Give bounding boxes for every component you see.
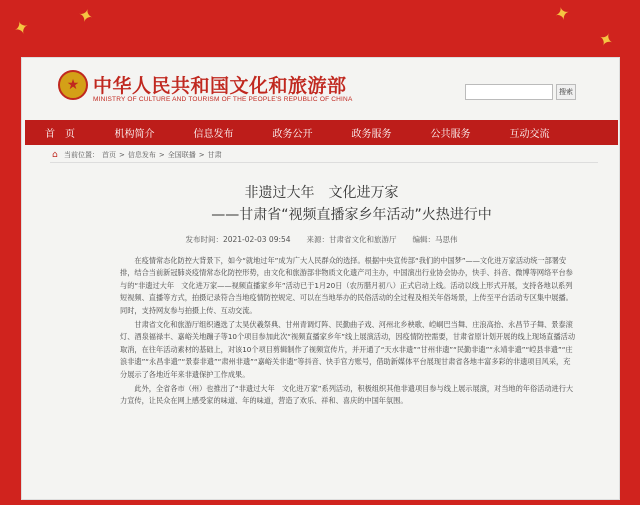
breadcrumb-item[interactable]: 信息发布 <box>127 151 156 159</box>
search-input[interactable] <box>465 84 553 100</box>
decoration-firecracker-icon: ✦ <box>10 16 33 41</box>
editor-value: 马思伟 <box>435 235 458 244</box>
breadcrumb-item[interactable]: 全国联播 <box>167 151 196 159</box>
decoration-firecracker-icon: ✦ <box>75 4 96 29</box>
article-paragraph: 在疫情常态化防控大背景下，如今“就地过年”成为广大人民群众的选择。根据中央宣传部“我们的中国梦”——文化进万家活动统一部署安排，结合当前新冠肺炎疫情常态化防控形势，由文化和旅游部非物质文化遗产司主办，中国演出行业协会协办，快手、抖音、微博等网络平台参与的“非遗过大年 文化进万家——视频直播家乡年”活动已于1月20日（农历腊月初八）正式启动上线。活动以线上形式开展，支持各地以系列短视频、直播等方式，拍摄记录符合当地疫情防控规定、可以在当地举办的民俗活动的全过程及相关年俗场景，上传至平台活动专区集中展播。同时，支持网友参与拍摄上传、互动交流。 <box>120 256 573 315</box>
source-value: 甘肃省文化和旅游厅 <box>329 235 397 244</box>
article-subtitle: ——甘肃省“视频直播家乡年活动”火热进行中 <box>211 207 492 223</box>
editor-label: 编辑： <box>412 235 436 244</box>
nav-item-about[interactable]: 机构简介 <box>114 129 155 140</box>
nav-item-interaction[interactable]: 互动交流 <box>509 129 550 140</box>
nav-item-gov-affairs[interactable]: 政务公开 <box>272 129 313 140</box>
article-meta <box>22 234 620 245</box>
article-paragraph: 甘肃省文化和旅游厅组织遴选了太昊伏羲祭典、甘州青调灯阵、民勤曲子戏、河州北乡秧歌、崆峒巴当舞、庄浪高抬、永昌节子舞、景泰滚灯、酒泉福禄丰、嘉峪关地蹦子等10个项目参加此次“视频直播家乡年”线上展演活动，因疫情防控需要，甘肃省原计划开展的线上现场直播活动取消，在往年活动素材的基础上，对该10个项目剪辑制作了视频宣传片，并开通了“天水非遗”“甘州非遗”“民勤非遗”“永靖非遗”“崆县非遗”“庄浪非遗”“永昌非遗”“景泰非遗”“肃州非遗”“嘉峪关非遗”等抖音、快手官方账号，借助新媒体平台展现甘肃省各地丰富多彩的非遗项目风采，充分展示了各地近年来非遗保护工作成果。 <box>120 320 576 379</box>
nav-item-gov-services[interactable]: 政务服务 <box>351 129 392 140</box>
article-title: 非遗过大年 文化进万家 <box>244 185 399 201</box>
article-body <box>120 255 576 408</box>
breadcrumb-prefix: 当前位置： <box>64 151 99 159</box>
decoration-firecracker-icon: ✦ <box>594 27 617 54</box>
main-nav <box>25 120 618 145</box>
publish-date-value: 2021-02-03 09:54 <box>222 235 291 244</box>
webpage-frame <box>21 57 620 500</box>
decoration-firecracker-icon: ✦ <box>552 2 573 27</box>
article-source <box>307 234 397 245</box>
site-header <box>22 58 619 118</box>
source-label: 来源： <box>306 235 330 244</box>
nav-item-home[interactable]: 首 页 <box>45 129 75 140</box>
site-subtitle: MINISTRY OF CULTURE AND TOURISM OF THE PEOPLE'S REPUBLIC OF CHINA <box>93 96 353 103</box>
breadcrumb-item[interactable]: 首页 <box>102 151 116 159</box>
breadcrumb-item[interactable]: 甘肃 <box>207 151 222 159</box>
publish-date-label: 发布时间： <box>185 235 223 244</box>
breadcrumb <box>52 150 222 160</box>
search-button[interactable]: 搜索 <box>556 84 576 100</box>
publish-date <box>185 234 290 245</box>
national-emblem-icon: ★ <box>58 70 88 100</box>
nav-item-public-services[interactable]: 公共服务 <box>430 129 471 140</box>
breadcrumb-separator: > <box>158 151 165 159</box>
article-paragraph: 此外，全省各市（州）也推出了“非遗过大年 文化进万家”系列活动，积极组织其他非遗项目参与线上展示展演，对当地的年俗活动进行大力宣传，让民众在网上感受家的味道、年的味道，营造了欢乐、祥和、喜庆的中国年氛围。 <box>120 384 574 406</box>
article-editor <box>413 234 458 245</box>
site-title[interactable]: 中华人民共和国文化和旅游部 <box>93 75 347 97</box>
home-icon: ⌂ <box>52 149 58 160</box>
breadcrumb-separator: > <box>119 151 125 159</box>
nav-item-news[interactable]: 信息发布 <box>193 129 234 140</box>
divider <box>50 162 598 163</box>
breadcrumb-separator: > <box>198 151 205 159</box>
